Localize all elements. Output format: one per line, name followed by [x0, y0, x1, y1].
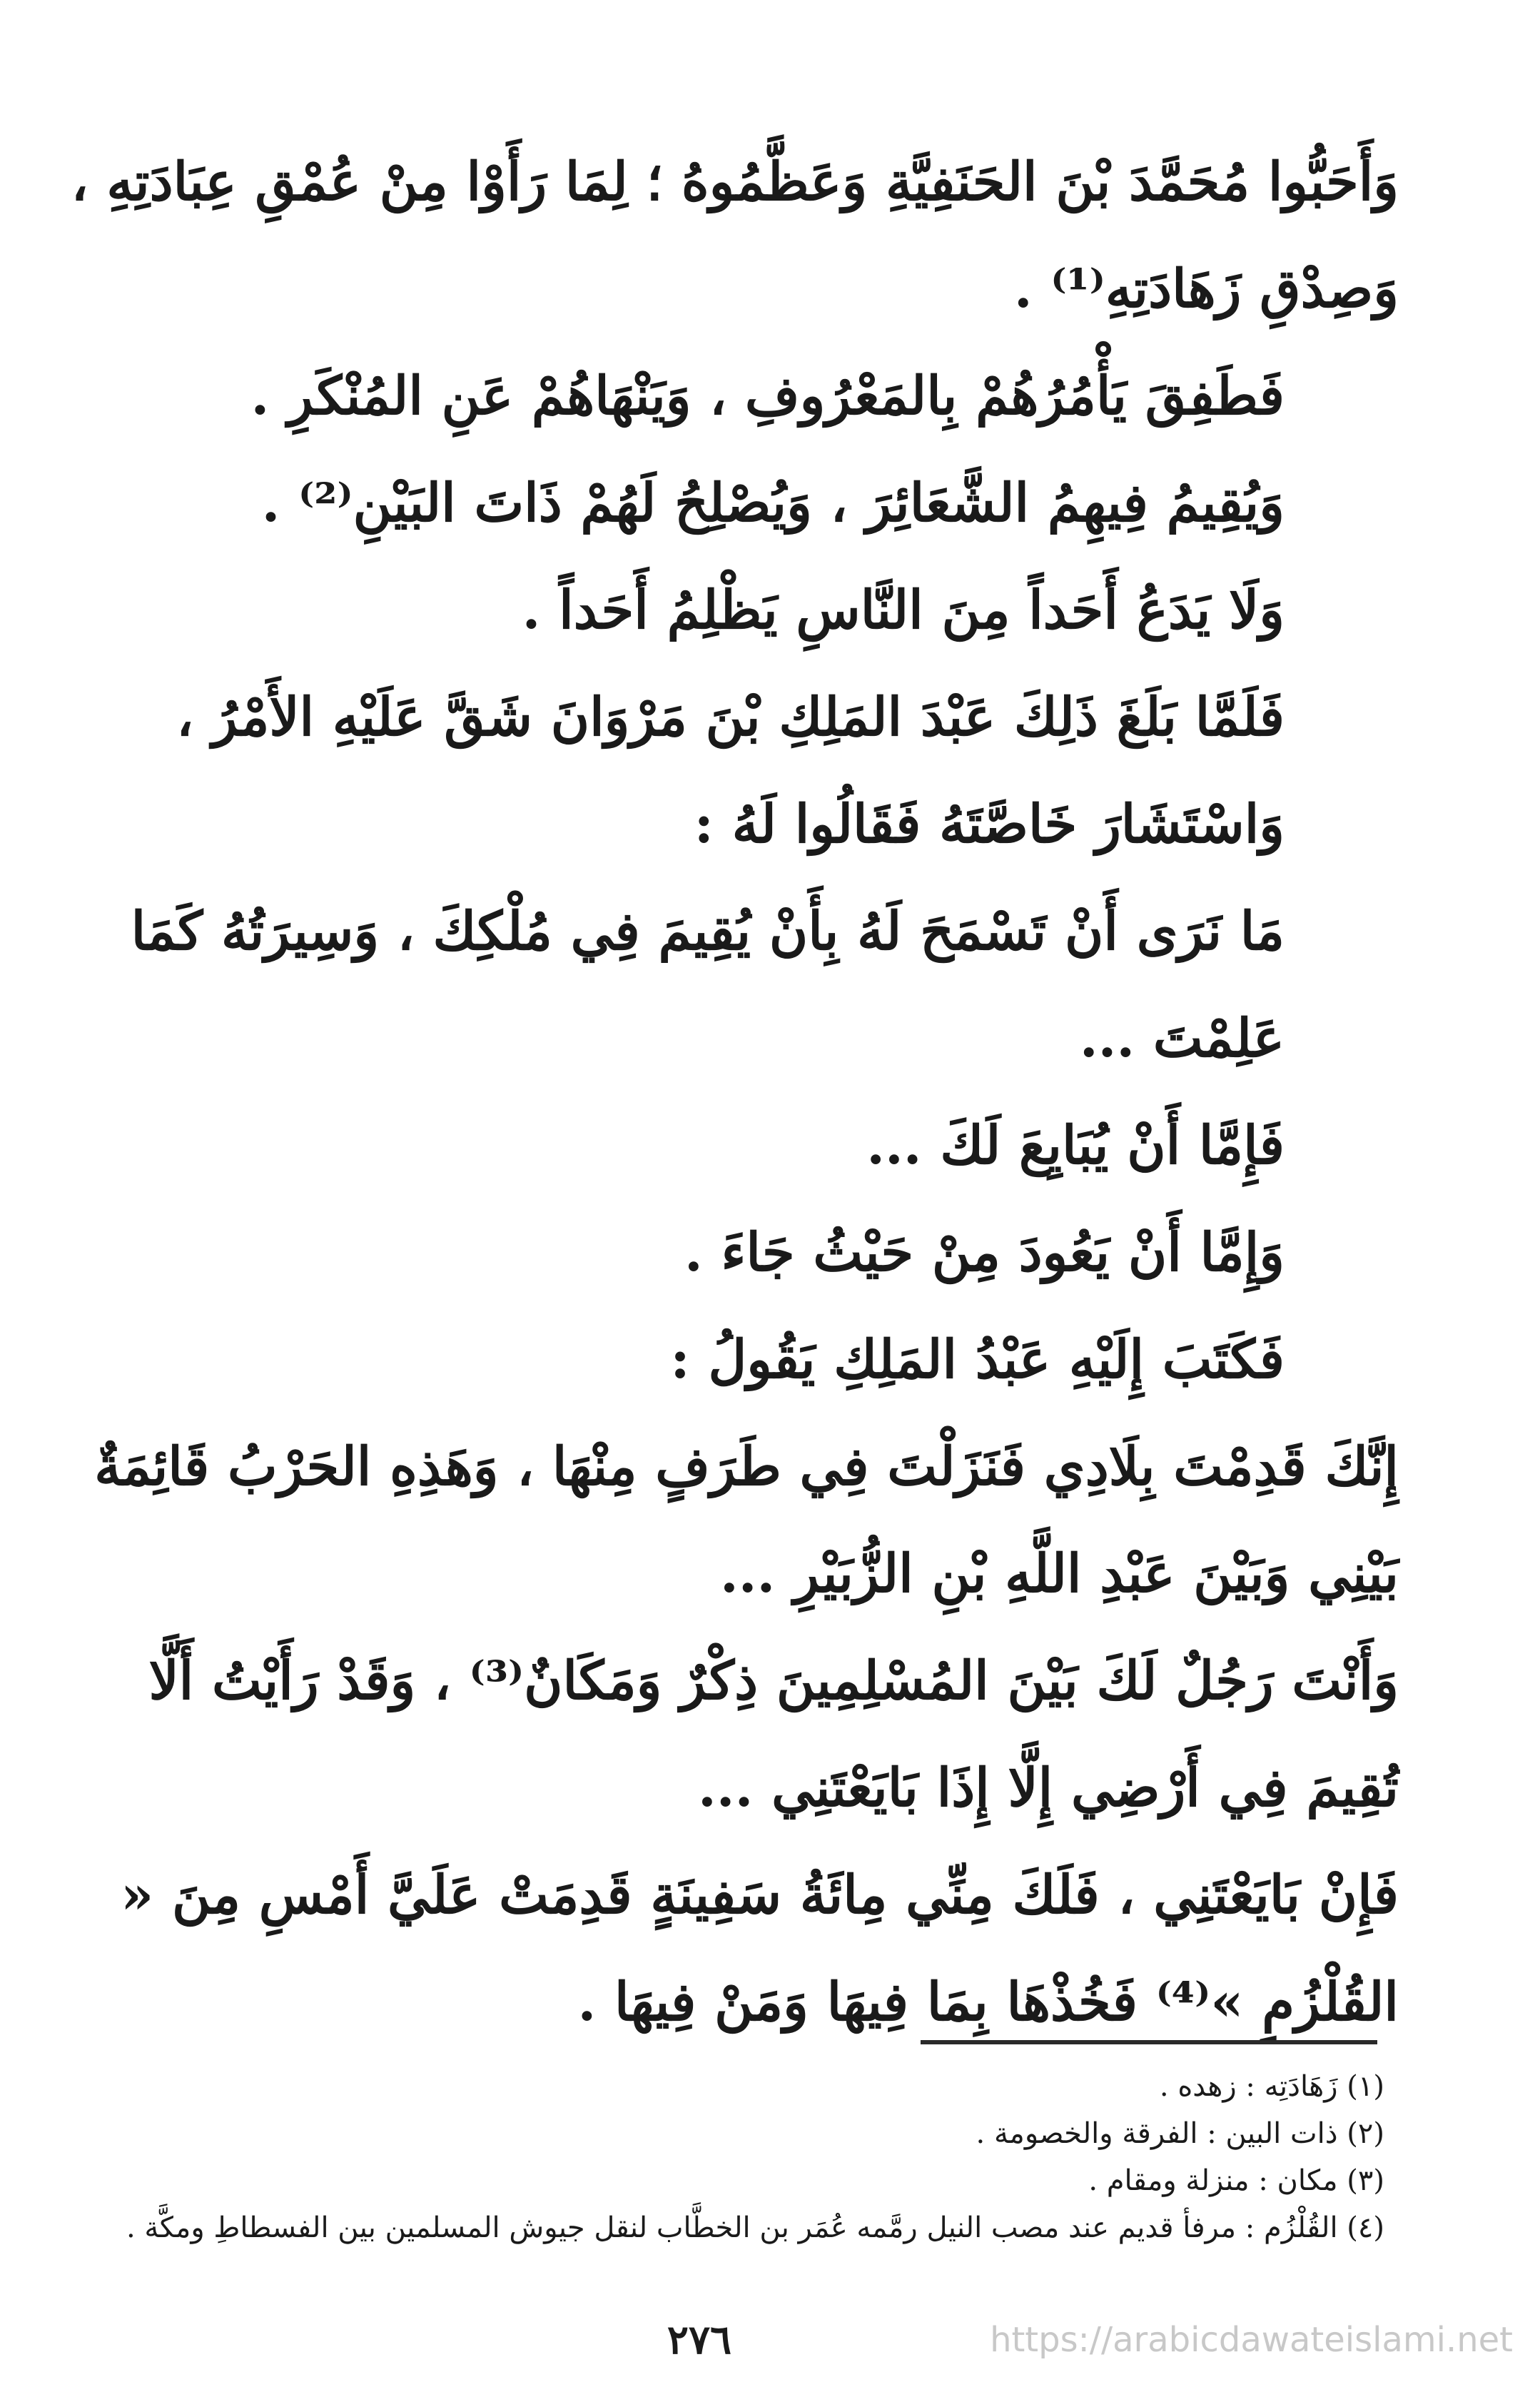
paragraph-1: وَأَحَبُّوا مُحَمَّدَ بْنَ الحَنَفِيَّةِ وَعَظَّمُوهُ ؛ لِمَا رَأَوْا مِنْ عُمْقِ عِبَادَتِهِ ، وَصِدْقِ زَهَادَتِهِ⁽¹⁾ .	[71, 151, 1399, 320]
paragraph-4: وَلَا يَدَعُ أَحَداً مِنَ النَّاسِ يَظْلِمُ أَحَداً .	[522, 580, 1285, 641]
paragraph-6: مَا نَرَى أَنْ تَسْمَحَ لَهُ بِأَنْ يُقِيمَ فِي مُلْكِكَ ، وَسِيرَتُهُ كَمَا عَلِمْتَ ...	[131, 901, 1285, 1069]
paragraph-8: وَإِمَّا أَنْ يَعُودَ مِنْ حَيْثُ جَاءَ .	[684, 1222, 1285, 1283]
page-number: ٢٧٦	[667, 2316, 732, 2363]
paragraph-2: فَطَفِقَ يَأْمُرُهُمْ بِالمَعْرُوفِ ، وَيَنْهَاهُمْ عَنِ المُنْكَرِ .	[250, 365, 1285, 427]
footnote-1: (١) زَهَادَتِه : زهده .	[1159, 2070, 1384, 2103]
paragraph-7: فَإِمَّا أَنْ يُبَايِعَ لَكَ ...	[866, 1115, 1285, 1176]
footnote-divider	[921, 2040, 1377, 2044]
paragraph-11: وَأَنْتَ رَجُلٌ لَكَ بَيْنَ المُسْلِمِينَ ذِكْرٌ وَمَكَانٌ⁽³⁾ ، وَقَدْ رَأَيْتُ أَلَّا تُقِيمَ فِي أَرْضِي إِلَّا إِذَا بَايَعْتَنِي ...	[148, 1650, 1399, 1819]
main-text	[43, 128, 1399, 2056]
paragraph-9: فَكَتَبَ إِلَيْهِ عَبْدُ المَلِكِ يَقُولُ :	[670, 1329, 1285, 1391]
footnote-3: (٣) مكان : منزلة ومقام .	[1088, 2164, 1384, 2197]
footnote-4: (٤) القُلْزُم : مرفأ قديم عند مصب النيل رمَّمه عُمَر بن الخطَّاب لنقل جيوش المسلمين بين الفسطاطِ ومكَّة .	[126, 2211, 1384, 2244]
watermark-url: https://arabicdawateislami.net	[990, 2320, 1513, 2360]
paragraph-10: إِنَّكَ قَدِمْتَ بِلَادِي فَنَزَلْتَ فِي طَرَفٍ مِنْهَا ، وَهَذِهِ الحَرْبُ قَائِمَةٌ بَيْنِي وَبَيْنَ عَبْدِ اللَّهِ بْنِ الزُّبَيْرِ ...	[94, 1436, 1399, 1605]
paragraph-5: فَلَمَّا بَلَغَ ذَلِكَ عَبْدَ المَلِكِ بْنَ مَرْوَانَ شَقَّ عَلَيْهِ الأَمْرُ ، وَاسْتَشَارَ خَاصَّتَهُ فَقَالُوا لَهُ :	[176, 687, 1285, 855]
paragraph-12: فَإِنْ بَايَعْتَنِي ، فَلَكَ مِنِّي مِائَةُ سَفِينَةٍ قَدِمَتْ عَلَيَّ أَمْسِ مِنَ « القُلْزُمِ »⁽⁴⁾ فَخُذْهَا بِمَا فِيهَا وَمَنْ فِيهَا .	[120, 1864, 1399, 2033]
footnotes	[43, 2063, 1384, 2251]
footnote-2: (٢) ذات البين : الفرقة والخصومة .	[976, 2117, 1384, 2150]
paragraph-3: وَيُقِيمُ فِيهِمُ الشَّعَائِرَ ، وَيُصْلِحُ لَهُمْ ذَاتَ البَيْنِ⁽²⁾ .	[261, 473, 1285, 534]
